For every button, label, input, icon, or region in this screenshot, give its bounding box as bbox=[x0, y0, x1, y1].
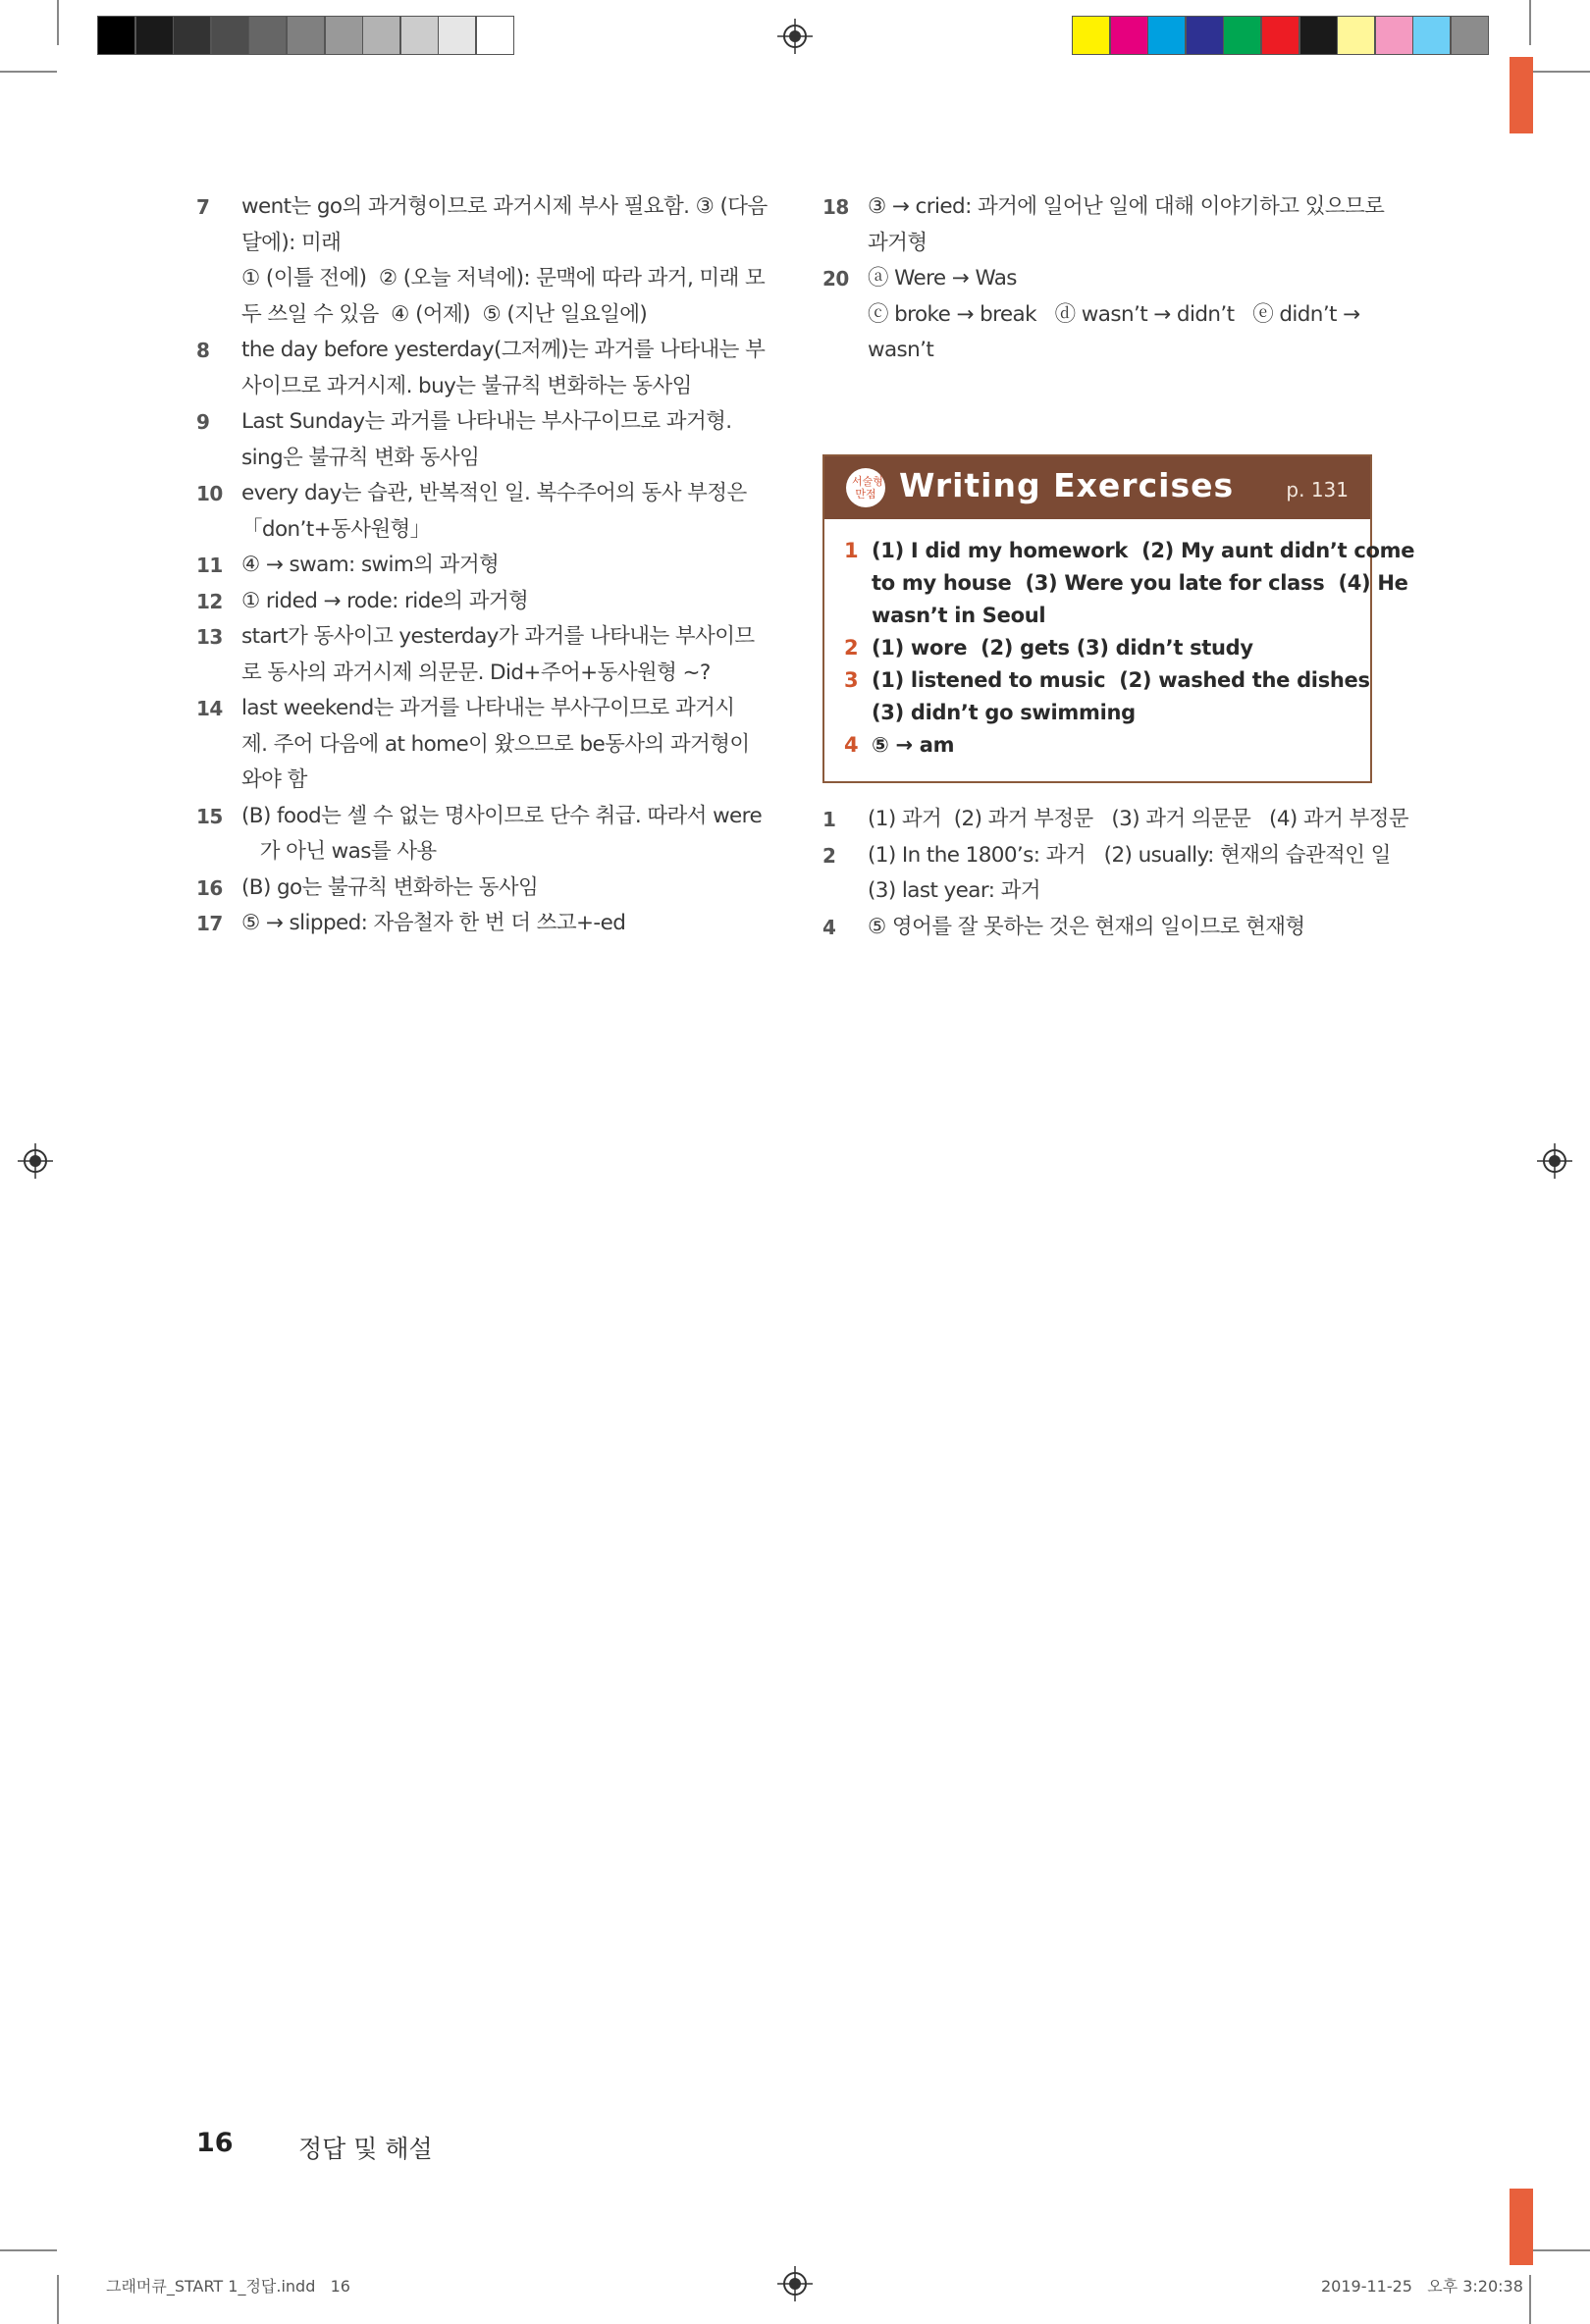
color-swatch bbox=[287, 16, 325, 55]
color-swatch bbox=[211, 16, 249, 55]
section-title: 정답 및 해설 bbox=[298, 2135, 433, 2163]
answer-number: 4 bbox=[822, 915, 836, 939]
answer-line: (B) food는 셀 수 없는 명사이므로 단수 취급. 따라서 were bbox=[241, 803, 763, 828]
color-swatch bbox=[1299, 16, 1338, 55]
answer-line: start가 동사이고 yesterday가 과거를 나타내는 부사이므 bbox=[241, 624, 755, 649]
answer-line: ① (이틀 전에) ② (오늘 저녁에): 문맥에 따라 과거, 미래 모 bbox=[241, 266, 766, 290]
crop-mark bbox=[1533, 2249, 1590, 2251]
answer-column-right-lower bbox=[822, 802, 1409, 945]
writing-answer-line: wasn’t in Seoul bbox=[872, 604, 1046, 627]
writing-badge-icon: 서술형 만점 bbox=[846, 468, 885, 507]
color-swatch bbox=[1223, 16, 1261, 55]
answer-item bbox=[822, 838, 1391, 910]
color-swatch bbox=[1261, 16, 1299, 55]
color-swatch bbox=[1451, 16, 1489, 55]
crop-mark bbox=[0, 71, 57, 73]
answer-line: (1) In the 1800’s: 과거 (2) usually: 현재의 습관적인 일 bbox=[868, 842, 1391, 868]
answer-item bbox=[822, 910, 1378, 946]
crop-mark bbox=[1533, 71, 1590, 73]
answer-line: the day before yesterday(그저께)는 과거를 나타내는 부 bbox=[241, 338, 766, 362]
answer-line: wasn’t bbox=[868, 338, 934, 362]
color-swatch bbox=[248, 16, 287, 55]
page-number: 16 bbox=[196, 2128, 234, 2158]
crop-mark bbox=[57, 0, 59, 45]
file-info: 그래머큐_START 1_정답.indd 16 bbox=[106, 2277, 350, 2296]
crop-mark bbox=[1529, 0, 1531, 45]
color-swatch bbox=[1110, 16, 1148, 55]
answer-line: ③ → cried: 과거에 일어난 일에 대해 이야기하고 있으므로 bbox=[868, 194, 1385, 219]
answer-line: 가 아닌 was를 사용 bbox=[241, 839, 437, 864]
answer-line: 사이므로 과거시제. buy는 불규칙 변화하는 동사임 bbox=[241, 373, 692, 398]
answer-line: last weekend는 과거를 나타내는 부사구이므로 과거시 bbox=[241, 696, 735, 720]
writing-answer-line: to my house (3) Were you late for class (4) He bbox=[872, 571, 1408, 595]
answer-line: ④ → swam: swim의 과거형 bbox=[241, 553, 500, 577]
answer-number: 8 bbox=[196, 339, 210, 362]
crop-mark bbox=[57, 2275, 59, 2324]
color-swatch bbox=[476, 16, 514, 55]
answer-line: 로 동사의 과거시제 의문문. Did+주어+동사원형 ~? bbox=[241, 660, 711, 685]
answer-number: 18 bbox=[822, 195, 849, 219]
answer-number: 11 bbox=[196, 554, 223, 577]
color-swatch bbox=[1072, 16, 1110, 55]
answer-item bbox=[822, 261, 1378, 369]
color-swatch bbox=[362, 16, 400, 55]
color-swatch bbox=[1186, 16, 1224, 55]
answer-number: 16 bbox=[196, 875, 223, 900]
answer-number: 12 bbox=[196, 589, 223, 613]
color-swatch bbox=[1337, 16, 1375, 55]
writing-answer-item bbox=[844, 535, 1414, 632]
answer-line: ⑤ → slipped: 자음철자 한 번 더 쓰고+-ed bbox=[241, 911, 626, 935]
answer-item bbox=[196, 189, 768, 333]
answer-line: ⓐ Were → Was bbox=[868, 266, 1017, 290]
answer-item bbox=[196, 619, 755, 691]
answer-item bbox=[196, 871, 746, 907]
answer-number: 9 bbox=[196, 410, 210, 434]
writing-answer-line: ⑤ → am bbox=[872, 733, 955, 757]
registration-target-icon bbox=[777, 19, 813, 54]
answer-line: ⓒ broke → break ⓓ wasn’t → didn’t ⓔ didn’t → bbox=[868, 301, 1360, 327]
writing-answer-line: (1) wore (2) gets (3) didn’t study bbox=[872, 636, 1253, 660]
answer-number: 17 bbox=[196, 912, 223, 935]
answer-line: (1) 과거 (2) 과거 부정문 (3) 과거 의문문 (4) 과거 부정문 bbox=[868, 807, 1409, 831]
answer-item bbox=[822, 189, 1385, 261]
crop-mark bbox=[0, 2249, 57, 2251]
writing-answer-number: 3 bbox=[844, 668, 859, 692]
color-swatch bbox=[438, 16, 476, 55]
writing-answer-line: (1) listened to music (2) washed the dishes bbox=[872, 668, 1370, 692]
answer-item bbox=[822, 802, 1409, 838]
color-swatch bbox=[1375, 16, 1413, 55]
answer-line: 「don’t+동사원형」 bbox=[241, 516, 431, 542]
writing-answer-line: (3) didn’t go swimming bbox=[872, 701, 1136, 724]
answer-item bbox=[196, 548, 746, 584]
answer-line: (3) last year: 과거 bbox=[868, 878, 1040, 903]
answer-number: 7 bbox=[196, 195, 210, 219]
writing-answer-item bbox=[844, 664, 1414, 729]
answer-number: 15 bbox=[196, 804, 223, 828]
answer-item bbox=[196, 691, 750, 799]
writing-exercises-box bbox=[822, 454, 1415, 783]
color-swatch bbox=[135, 16, 174, 55]
answer-item bbox=[196, 476, 746, 548]
answer-item bbox=[196, 799, 763, 871]
registration-target-icon bbox=[18, 1143, 53, 1179]
answer-line: Last Sunday는 과거를 나타내는 부사구이므로 과거형. bbox=[241, 409, 732, 434]
answer-number: 10 bbox=[196, 482, 223, 505]
answer-column-left bbox=[196, 189, 768, 942]
answer-line: ⑤ 영어를 잘 못하는 것은 현재의 일이므로 현재형 bbox=[868, 914, 1305, 939]
answer-item bbox=[196, 404, 746, 476]
answer-item bbox=[196, 906, 746, 942]
color-swatch bbox=[97, 16, 135, 55]
writing-answer-number: 2 bbox=[844, 636, 859, 660]
answer-line: 달에): 미래 bbox=[241, 230, 342, 255]
registration-target-icon bbox=[777, 2266, 813, 2301]
writing-exercises-title: Writing Exercises bbox=[899, 466, 1235, 504]
writing-answer-item bbox=[844, 632, 1414, 664]
answer-number: 20 bbox=[822, 267, 849, 290]
print-timestamp: 2019-11-25 오후 3:20:38 bbox=[1321, 2277, 1523, 2296]
writing-answer-number: 4 bbox=[844, 733, 859, 757]
answer-item bbox=[196, 333, 766, 404]
answer-number: 14 bbox=[196, 697, 223, 720]
color-swatch bbox=[1412, 16, 1451, 55]
writing-exercises-list bbox=[844, 535, 1414, 762]
color-swatch bbox=[1147, 16, 1186, 55]
writing-exercises-header bbox=[824, 456, 1370, 519]
answer-line: (B) go는 불규칙 변화하는 동사임 bbox=[241, 874, 539, 900]
answer-line: sing은 불규칙 변화 동사임 bbox=[241, 445, 480, 470]
answer-number: 1 bbox=[822, 808, 836, 831]
answer-line: every day는 습관, 반복적인 일. 복수주어의 동사 부정은 bbox=[241, 481, 747, 505]
writing-exercises-page: p. 131 bbox=[1286, 478, 1349, 502]
orange-page-tab bbox=[1510, 2189, 1533, 2265]
answer-number: 2 bbox=[822, 843, 836, 868]
writing-answer-item bbox=[844, 729, 1414, 762]
crop-mark bbox=[1529, 2275, 1531, 2324]
answer-line: 두 쓰일 수 있음 ④ (어제) ⑤ (지난 일요일에) bbox=[241, 301, 648, 327]
writing-answer-number: 1 bbox=[844, 539, 859, 562]
answer-line: went는 go의 과거형이므로 과거시제 부사 필요함. ③ (다음 bbox=[241, 194, 768, 219]
answer-line: 제. 주어 다음에 at home이 왔으므로 be동사의 과거형이 bbox=[241, 731, 750, 757]
color-swatch bbox=[325, 16, 363, 55]
answer-column-right bbox=[822, 189, 1385, 369]
orange-page-tab bbox=[1510, 57, 1533, 133]
color-swatch bbox=[400, 16, 439, 55]
answer-line: 와야 함 bbox=[241, 767, 307, 792]
registration-target-icon bbox=[1537, 1143, 1572, 1179]
color-swatch bbox=[173, 16, 211, 55]
answer-line: 과거형 bbox=[868, 230, 928, 255]
answer-item bbox=[196, 584, 746, 620]
answer-number: 13 bbox=[196, 625, 223, 649]
writing-answer-line: (1) I did my homework (2) My aunt didn’t come bbox=[872, 539, 1415, 562]
answer-line: ① rided → rode: ride의 과거형 bbox=[241, 588, 529, 613]
